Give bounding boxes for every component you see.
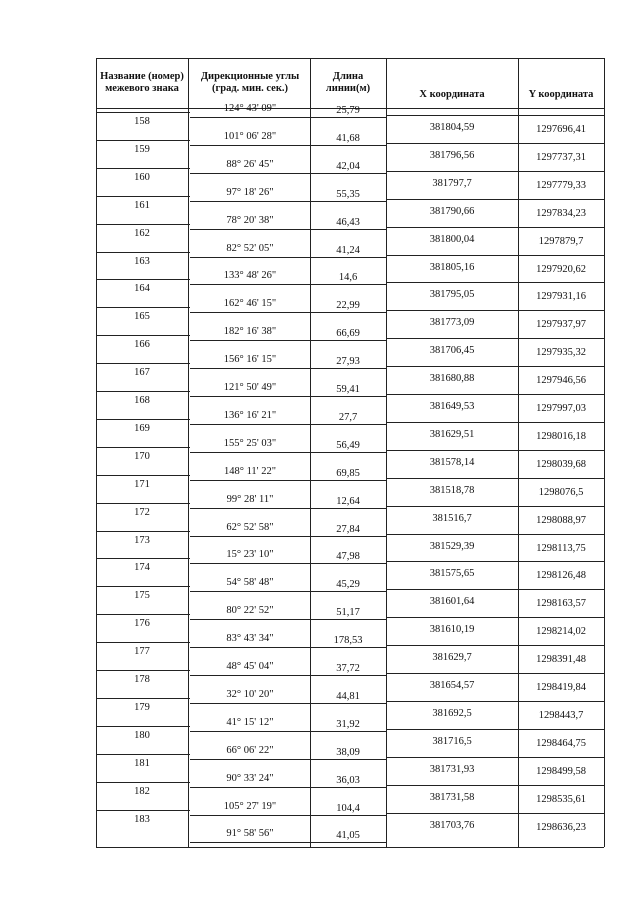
point-name: 183 xyxy=(134,813,150,825)
point-row-rule xyxy=(96,112,190,113)
segment-row-rule xyxy=(190,201,386,202)
segment-length: 41,05 xyxy=(336,830,360,842)
point-name: 169 xyxy=(134,422,150,434)
point-name: 163 xyxy=(134,255,150,267)
point-y: 1298076,5 xyxy=(538,486,584,498)
point-x: 381649,53 xyxy=(429,401,475,412)
segment-row-rule xyxy=(190,842,386,843)
segment-length: 25,79 xyxy=(336,105,360,116)
segment-length: 47,98 xyxy=(336,551,360,563)
point-y: 1298535,61 xyxy=(536,793,586,805)
point-name: 161 xyxy=(134,199,150,211)
segment-length: 46,43 xyxy=(336,216,360,228)
coord-row-rule xyxy=(386,450,604,451)
point-name: 168 xyxy=(134,395,150,406)
segment-angle: 82° 52' 05" xyxy=(226,242,274,254)
segment-angle: 32° 10' 20" xyxy=(226,688,274,700)
segment-row-rule xyxy=(190,424,386,425)
coord-row-rule xyxy=(386,394,604,395)
segment-angle: 48° 45' 04" xyxy=(226,661,274,672)
segment-length: 178,53 xyxy=(333,635,363,647)
segment-angle: 121° 50' 49" xyxy=(223,382,277,393)
segment-row-rule xyxy=(190,173,386,174)
point-row-rule xyxy=(96,196,190,197)
point-x: 381797,7 xyxy=(432,177,472,189)
point-y: 1297834,23 xyxy=(536,207,586,219)
header-y: Y координата xyxy=(528,89,594,100)
coord-row-rule xyxy=(386,366,604,367)
segment-length: 55,35 xyxy=(336,188,360,200)
segment-length: 44,81 xyxy=(336,690,360,702)
segment-angle: 62° 52' 58" xyxy=(226,521,274,533)
segment-row-rule xyxy=(190,675,386,676)
point-name: 179 xyxy=(134,701,150,713)
point-row-rule xyxy=(96,335,190,336)
point-y: 1298499,58 xyxy=(536,765,586,777)
point-name: 164 xyxy=(134,283,150,295)
point-row-rule xyxy=(96,614,190,615)
segment-angle: 99° 28' 11" xyxy=(226,493,274,505)
segment-angle: 182° 16' 38" xyxy=(223,326,277,338)
point-x: 381800,04 xyxy=(429,233,475,245)
coord-row-rule xyxy=(386,282,604,283)
point-name: 158 xyxy=(134,116,150,127)
point-row-rule xyxy=(96,419,190,420)
point-name: 172 xyxy=(134,506,150,518)
segment-angle: 78° 20' 38" xyxy=(226,214,274,226)
segment-length: 27,7 xyxy=(338,411,358,423)
point-row-rule xyxy=(96,531,190,532)
point-row-rule xyxy=(96,140,190,141)
point-y: 1298113,75 xyxy=(536,542,586,554)
coord-row-rule xyxy=(386,506,604,507)
point-name: 162 xyxy=(134,227,150,239)
point-name: 174 xyxy=(134,562,150,574)
point-x: 381692,5 xyxy=(432,707,472,719)
point-name: 175 xyxy=(134,590,150,602)
segment-length: 104,4 xyxy=(336,802,360,814)
point-y: 1297920,62 xyxy=(536,263,586,275)
point-row-rule xyxy=(96,307,190,308)
segment-length: 41,68 xyxy=(336,132,360,144)
point-x: 381796,56 xyxy=(429,149,475,161)
point-x: 381629,51 xyxy=(429,428,475,440)
point-row-rule xyxy=(96,670,190,671)
point-row-rule xyxy=(96,698,190,699)
point-row-rule xyxy=(96,475,190,476)
point-x: 381804,59 xyxy=(429,122,475,133)
point-x: 381805,16 xyxy=(429,261,475,273)
point-x: 381703,76 xyxy=(429,819,475,831)
point-row-rule xyxy=(96,391,190,392)
segment-length: 59,41 xyxy=(336,384,360,395)
coord-row-rule xyxy=(386,199,604,200)
point-y: 1297935,32 xyxy=(536,347,586,359)
segment-length: 12,64 xyxy=(336,495,360,507)
point-y: 1297737,31 xyxy=(536,151,586,163)
point-row-rule xyxy=(96,810,190,811)
point-x: 381680,88 xyxy=(429,373,475,385)
segment-length: 51,17 xyxy=(336,607,360,619)
segment-row-rule xyxy=(190,759,386,760)
point-name: 173 xyxy=(134,534,150,546)
point-y: 1297779,33 xyxy=(536,179,586,191)
point-y: 1297879,7 xyxy=(538,235,584,247)
segment-row-rule xyxy=(190,368,386,369)
segment-angle: 80° 22' 52" xyxy=(226,605,274,617)
coord-row-rule xyxy=(386,534,604,535)
coord-row-rule xyxy=(386,813,604,814)
point-y: 1298391,48 xyxy=(536,654,586,666)
point-name: 182 xyxy=(134,785,150,797)
point-row-rule xyxy=(96,168,190,169)
point-row-rule xyxy=(96,447,190,448)
segment-length: 36,03 xyxy=(336,774,360,786)
point-y: 1297946,56 xyxy=(536,375,586,387)
coord-row-rule xyxy=(386,478,604,479)
segment-row-rule xyxy=(190,257,386,258)
point-x: 381790,66 xyxy=(429,205,475,217)
segment-angle: 133° 48' 26" xyxy=(223,270,277,282)
segment-row-rule xyxy=(190,452,386,453)
point-x: 381773,09 xyxy=(429,317,475,329)
coord-row-rule xyxy=(386,673,604,674)
segment-angle: 88° 26' 45" xyxy=(226,158,274,170)
segment-row-rule xyxy=(190,508,386,509)
point-x: 381716,5 xyxy=(432,735,472,747)
coord-row-rule xyxy=(386,645,604,646)
point-name: 167 xyxy=(134,367,150,379)
segment-row-rule xyxy=(190,815,386,816)
point-y: 1297937,97 xyxy=(536,319,586,331)
point-name: 159 xyxy=(134,143,150,155)
point-name: 180 xyxy=(134,729,150,741)
point-x: 381629,7 xyxy=(432,652,472,664)
segment-row-rule xyxy=(190,117,386,118)
point-y: 1298039,68 xyxy=(536,458,586,470)
coord-row-rule xyxy=(386,255,604,256)
point-x: 381731,93 xyxy=(429,763,475,775)
point-y: 1298214,02 xyxy=(536,626,586,638)
point-row-rule xyxy=(96,558,190,559)
segment-angle: 162° 46' 15" xyxy=(223,298,277,310)
segment-length: 14,6 xyxy=(338,272,358,284)
segment-row-rule xyxy=(190,229,386,230)
point-name: 181 xyxy=(134,757,150,769)
segment-angle: 66° 06' 22" xyxy=(226,744,274,756)
segment-angle: 101° 06' 28" xyxy=(223,130,277,142)
column-divider xyxy=(188,58,189,847)
segment-length: 41,24 xyxy=(336,244,360,256)
column-divider xyxy=(604,58,605,847)
header-x: X координата xyxy=(419,89,485,100)
segment-angle: 136° 16' 21" xyxy=(223,409,277,421)
segment-row-rule xyxy=(190,145,386,146)
segment-angle: 54° 58' 48" xyxy=(226,577,274,589)
point-y: 1297696,41 xyxy=(536,124,586,135)
coord-row-rule xyxy=(386,561,604,562)
coord-row-rule xyxy=(386,143,604,144)
point-y: 1298126,48 xyxy=(536,570,586,582)
segment-length: 31,92 xyxy=(336,718,360,730)
coord-row-rule xyxy=(386,785,604,786)
point-row-rule xyxy=(96,782,190,783)
segment-row-rule xyxy=(190,619,386,620)
point-x: 381706,45 xyxy=(429,345,475,357)
point-y: 1298088,97 xyxy=(536,514,586,526)
segment-row-rule xyxy=(190,396,386,397)
segment-length: 22,99 xyxy=(336,300,360,312)
segment-row-rule xyxy=(190,480,386,481)
point-y: 1297997,03 xyxy=(536,403,586,414)
point-y: 1298016,18 xyxy=(536,430,586,442)
point-x: 381795,05 xyxy=(429,289,475,301)
point-row-rule xyxy=(96,503,190,504)
segment-angle: 90° 33' 24" xyxy=(226,772,274,784)
segment-row-rule xyxy=(190,563,386,564)
coord-row-rule xyxy=(386,338,604,339)
point-row-rule xyxy=(96,726,190,727)
point-row-rule xyxy=(96,754,190,755)
segment-row-rule xyxy=(190,731,386,732)
point-y: 1298464,75 xyxy=(536,737,586,749)
segment-row-rule xyxy=(190,312,386,313)
point-y: 1298419,84 xyxy=(536,682,586,693)
segment-row-rule xyxy=(190,284,386,285)
point-row-rule xyxy=(96,224,190,225)
point-row-rule xyxy=(96,586,190,587)
coord-row-rule xyxy=(386,310,604,311)
point-name: 178 xyxy=(134,674,150,685)
segment-angle: 148° 11' 22" xyxy=(224,465,276,477)
segment-length: 69,85 xyxy=(336,467,360,479)
point-y: 1298636,23 xyxy=(536,821,586,833)
segment-angle: 83° 43' 34" xyxy=(226,633,274,645)
point-name: 160 xyxy=(134,171,150,183)
segment-length: 56,49 xyxy=(336,439,360,451)
segment-length: 27,93 xyxy=(336,356,360,368)
point-x: 381518,78 xyxy=(429,484,475,496)
segment-length: 37,72 xyxy=(336,663,360,674)
point-x: 381601,64 xyxy=(429,596,475,608)
point-name: 166 xyxy=(134,339,150,351)
segment-angle: 41° 15' 12" xyxy=(226,716,274,728)
segment-row-rule xyxy=(190,591,386,592)
point-y: 1297931,16 xyxy=(536,291,586,303)
header-angle: Дирекционные углы (град. мин. сек.) xyxy=(200,71,300,94)
segment-length: 27,84 xyxy=(336,523,360,535)
coord-row-rule xyxy=(386,729,604,730)
point-name: 177 xyxy=(134,646,150,658)
segment-angle: 15° 23' 10" xyxy=(226,549,274,561)
segment-angle: 155° 25' 03" xyxy=(223,437,277,449)
point-x: 381575,65 xyxy=(429,568,475,580)
point-name: 165 xyxy=(134,311,150,323)
coord-row-rule xyxy=(386,757,604,758)
segment-row-rule xyxy=(190,647,386,648)
header-length: Длина линии(м) xyxy=(325,71,371,94)
point-name: 171 xyxy=(134,478,150,490)
point-name: 170 xyxy=(134,450,150,462)
point-x: 381610,19 xyxy=(429,624,475,636)
segment-row-rule xyxy=(190,340,386,341)
coord-row-rule xyxy=(386,589,604,590)
segment-row-rule xyxy=(190,703,386,704)
point-row-rule xyxy=(96,252,190,253)
coord-row-rule xyxy=(386,422,604,423)
segment-length: 38,09 xyxy=(336,746,360,758)
segment-length: 45,29 xyxy=(336,579,360,591)
coord-row-rule xyxy=(386,227,604,228)
segment-angle: 91° 58' 56" xyxy=(226,828,274,840)
coord-row-rule xyxy=(386,115,604,116)
point-y: 1298163,57 xyxy=(536,598,586,610)
coord-row-rule xyxy=(386,701,604,702)
segment-angle: 97° 18' 26" xyxy=(226,186,274,198)
point-row-rule xyxy=(96,363,190,364)
segment-angle: 105° 27' 19" xyxy=(223,800,277,812)
header-name: Название (номер) межевого знака xyxy=(100,71,184,94)
point-row-rule xyxy=(96,279,190,280)
point-x: 381516,7 xyxy=(432,512,472,524)
point-x: 381731,58 xyxy=(429,791,475,803)
point-y: 1298443,7 xyxy=(538,709,584,721)
segment-length: 66,69 xyxy=(336,328,360,340)
segment-row-rule xyxy=(190,787,386,788)
segment-row-rule xyxy=(190,536,386,537)
segment-length: 42,04 xyxy=(336,160,360,172)
table-bottom-border xyxy=(96,847,604,848)
point-x: 381578,14 xyxy=(429,456,475,468)
point-x: 381654,57 xyxy=(429,680,475,691)
segment-angle: 156° 16' 15" xyxy=(223,354,277,366)
coord-row-rule xyxy=(386,171,604,172)
segment-angle: 124° 43' 09" xyxy=(223,103,277,114)
point-x: 381529,39 xyxy=(429,540,475,552)
point-name: 176 xyxy=(134,618,150,630)
coord-row-rule xyxy=(386,617,604,618)
point-row-rule xyxy=(96,642,190,643)
